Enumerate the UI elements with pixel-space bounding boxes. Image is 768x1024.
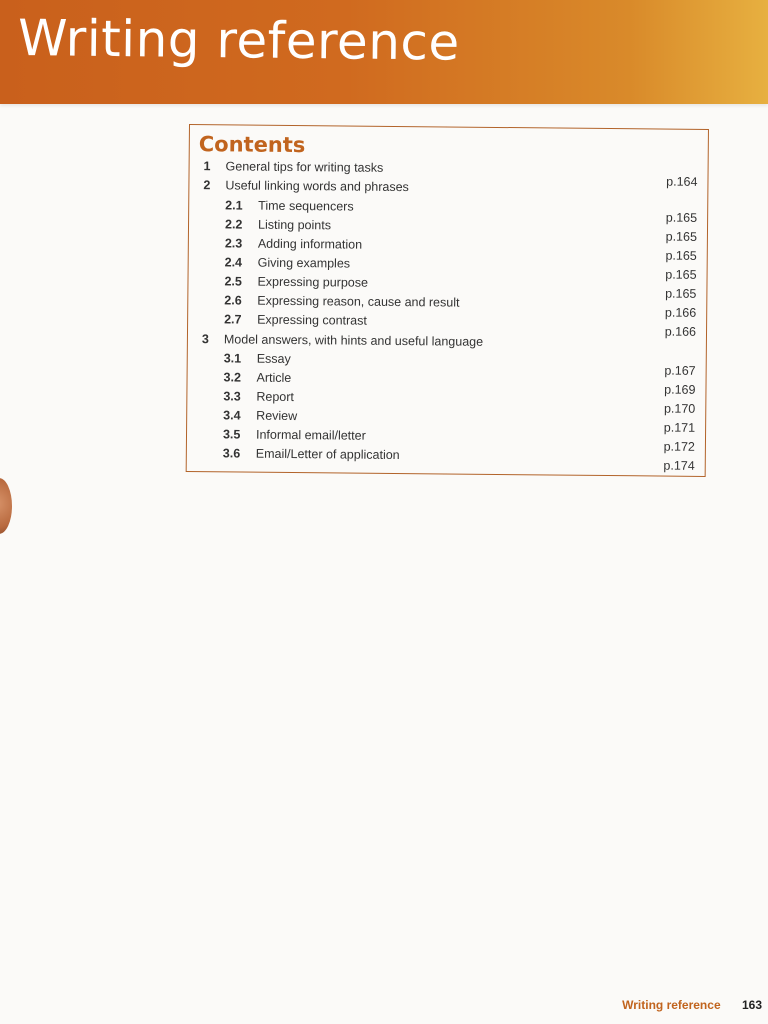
toc-entry-page: p.165 xyxy=(665,248,697,263)
toc-entry-number: 2 xyxy=(203,178,211,193)
toc-entry-title: Model answers, with hints and useful language xyxy=(223,332,484,349)
thumb-in-frame xyxy=(0,478,12,534)
contents-heading: Contents xyxy=(198,132,306,158)
toc-entry-page: p.165 xyxy=(665,286,697,301)
toc-entry-page: p.165 xyxy=(665,229,698,244)
toc-entry-title: Expressing reason, cause and result xyxy=(257,293,460,310)
toc-entry-number: 1 xyxy=(203,159,211,174)
toc-entry-number: 3 xyxy=(201,332,209,347)
toc-entry-number: 2.7 xyxy=(224,312,242,327)
toc-entry-title: Listing points xyxy=(257,217,332,233)
toc-entry-number: 2.1 xyxy=(225,198,243,213)
toc-entry-page: p.169 xyxy=(664,382,696,397)
toc-entry-number: 3.6 xyxy=(222,446,241,461)
footer-section-label: Writing reference xyxy=(622,998,721,1012)
toc-entry-page: p.167 xyxy=(664,363,696,378)
toc-entry-title: Adding information xyxy=(257,236,363,252)
toc-entry-number: 2.5 xyxy=(224,274,242,289)
toc-entry-number: 3.5 xyxy=(222,427,241,442)
toc-entry-title: Expressing contrast xyxy=(257,312,367,328)
page-footer xyxy=(622,998,762,1012)
toc-entry-page: p.166 xyxy=(664,305,697,320)
page-title: Writing reference xyxy=(17,9,460,72)
toc-entry-number: 3.2 xyxy=(223,370,242,385)
toc-entry-title: Report xyxy=(256,389,294,405)
toc-entry-number: 2.4 xyxy=(224,255,243,270)
toc-entry-number: 2.6 xyxy=(224,293,242,308)
toc-entry-page: p.165 xyxy=(665,210,698,225)
toc-entry-page-row xyxy=(187,452,705,476)
toc-entry-number: 3.4 xyxy=(223,408,241,423)
toc-entry-title: Informal email/letter xyxy=(255,427,366,443)
toc-entry-page: p.170 xyxy=(663,401,696,416)
toc-entry-title: General tips for writing tasks xyxy=(225,159,384,175)
toc-entry-number: 2.3 xyxy=(224,236,243,251)
toc-entry-title: Useful linking words and phrases xyxy=(225,178,409,195)
toc-entry-page: p.171 xyxy=(663,420,696,435)
toc-entry-page: p.166 xyxy=(664,324,697,339)
toc-entry-title: Expressing purpose xyxy=(257,274,369,290)
toc-entry-number: 2.2 xyxy=(224,217,243,232)
toc-entry-title: Essay xyxy=(256,351,291,366)
toc-entry-number: 3.3 xyxy=(223,389,241,404)
toc-entry-title: Giving examples xyxy=(257,255,351,271)
toc-entry-page: p.165 xyxy=(665,267,697,282)
toc-entry-page: p.172 xyxy=(663,439,695,454)
toc-entry-page: p.174 xyxy=(663,458,695,473)
contents-box xyxy=(186,124,709,477)
toc-entry-title: Review xyxy=(256,408,298,424)
toc-entry-title: Article xyxy=(256,370,292,385)
toc-entry-page: p.164 xyxy=(666,174,698,189)
toc-entry-number: 3.1 xyxy=(223,351,242,366)
toc-entry-title: Time sequencers xyxy=(258,198,354,214)
toc-entry-title: Email/Letter of application xyxy=(255,446,400,463)
footer-page-number: 163 xyxy=(741,998,762,1012)
